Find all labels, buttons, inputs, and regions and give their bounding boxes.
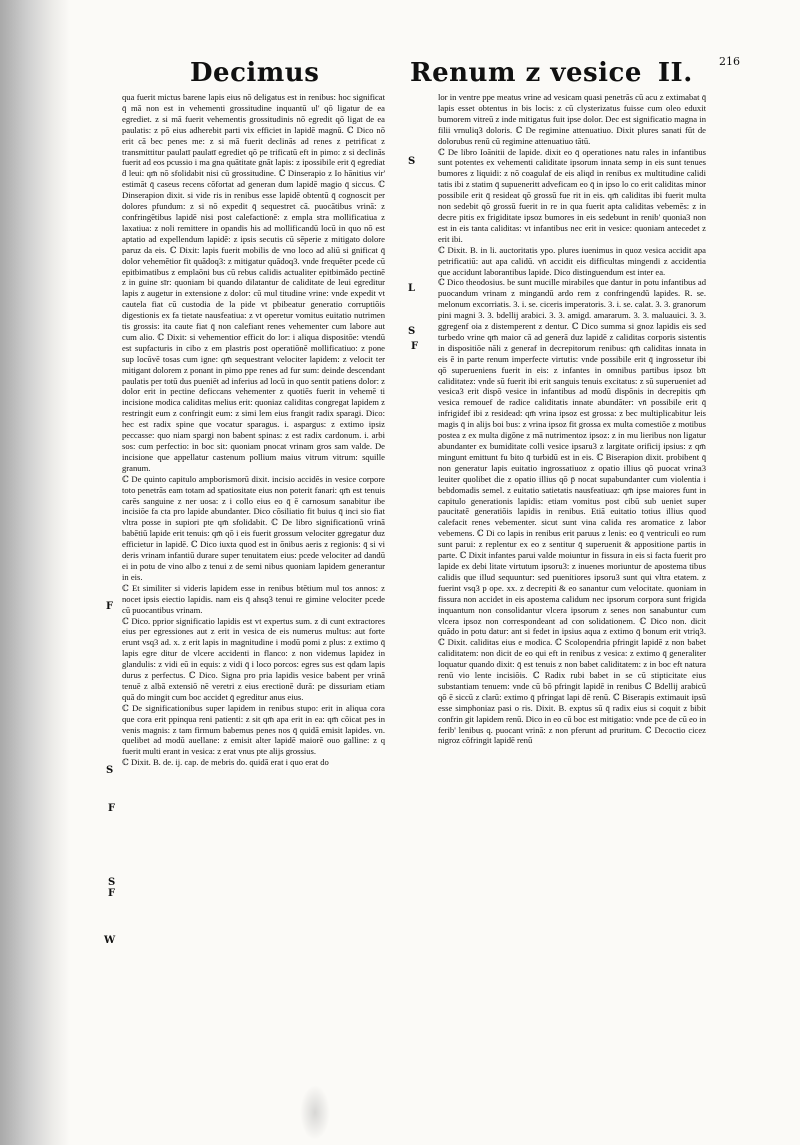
running-head-right-title: Renum z vesice [410, 58, 642, 88]
right-paragraph: ℂ Dixit. B. in li. auctoritatis ypo. plures iuenimus in quoz vesica accidit apa petrificatiū: aut apa calidū. vn̄ accidit eis difficultas mingendi z accidentia que accidunt laborantibus lapide. Dico distinguendum est inter ea. [438, 244, 706, 277]
left-paragraph: qua fuerit mictus barene lapis eius nō deligatus est in renibus: hoc significat q̄ mā non est in vehementi grossitudine inquantū ul' qō ligatur de ea egrediet. z si mā fuerit vehementis grossitudinis nō egredit qō ligat de ea paulatis: z pō eius adherebit parti vix efficiet in lapidē magnū. ℂ Dico nō erit cā bec penes me: z si mā fuerit declinās ad renes z petrificat z transmittitur paulatī paulatī egrediet qō pe trificatū eft in pimo: z si declinās fuerit ad eos pcussio i ma gna quātitate gnāt lapis: z ipossibile erit q̄ egrediat ḋ leui: qm̄ nō sfolidabit nisi cū grossitudine. ℂ Dinserapio z Io hānitius vir' estimāt q̄ caseus recens cōfortat ad generan dum lapidē magio q̄ siccus. ℂ Dinserapion dixit. si vide ris in renibus esse lapidē obtentū q̄ cognoscit per dolores pfundum: z si nō expedit q̄ sequestret cā. puocātibus vrinā: z confringētibus lapidē nisi post calefactionē: z empla stra mollificatiua z laxatiua: z noli remittere in opandis his ad mollificandū locū in quo nō est aptatio ad expellendum lapidē: z ipsis secutis cū sēperie z mitigato dolore paruz da eis. ℂ Dixit: lapis fuerit mobilis de vno loco ad aliū si gnificat q̄ dolor vehemētior fit quādoq3: z mitigatur quādoq3. vnde frequēter pcede cū epitbimatibus z emplaōni bus cū rebus calidis actualiter epitbimādo pectinē z in guine sīr: quoniam bi quando dilatantur de caliditate de leui egreditur lapis z augetur in extensione z dolor: cū mul titudine vrine: vnde expedit vt cautela fiat cū custodia de la pide vt pbibeatur generatio corruptiōis digestionis ex fa tietate nausfeatiua: z vt operetur vomitus euitatio nutrimen tis grossis: ita caute fiat q̄ non calefiant renes vehementer cum labore aut cum alio. ℂ Dixit: si vehementior efficit do lor: i aliqua dispositōe: vtendū est supfacturis in cibo z em plastris post operatiōnē mollificatiuo: z pone sup locūvē tosas cum igne: qm̄ sequestrant velociter lapidem: z velocit ter mitigant dolorem z ponant in pimo ppe renes ad fur sum: deinde descendant paulatis per totū dus pueniēt ad inferius ad locū in quo sentit patiens dolor: z dolor erit in pectine deficcans vehementer z quotiēs fuerit in vehemē ti incisione modica caliditas melius erit: quoniaz caliditas congregat lapidem z restringit eum z confringit eum: z simi lem eius frangit radix sparagi. Dico: hec est radix spine que vocatur sparagus. i. aspargus: z extimo ipsiz peccasse: quo niam spargi non babent spinas: z est radix cardonum. i. arbi sos: cum perfectio: in boc sit: quoniam pnocat vrinam gros sam valde. De incisione que appellatur castenum pollium maius vitrum vitrum: squille granum. [122, 92, 385, 473]
right-paragraph: ℂ Dico theodosius. be sunt mucille mirabiles que dantur in potu infantibus ad puocandum vrinam z mingandū ardo rem z confringendū lapides. R. se. melonum excorriatis. 3. i. se. ciceris imperatoris. 3. i. se. calat. 3. 3. granorum pini magni 3. 3. bdellij arabici. 3. 3. amigd. amararum. 3. 3. maluauici. 3. 3. ggregenf oia z distemperent z dentur. ℂ Dico summa si gnoz lapidis eis sed turbedo vrine qm̄ maior cā ad generā duz lapidē z caliditas corporis sistentis in dispositiōe nāli z generaf in decrepitorum renibus: qm̄ caliditas innata in eis ē in parte renum imperfecte virtutis: vnde possibile erit q̄ ingrossetur ibi qō superueniens fuerit in eis: z infantes in omnibus partibus ipsoz bīt caliditatez: vnde sū fuerit ibi erit sanguis tenuis excitatus: z sū superueniet ad vesica3 erit dispō vesice in infantibus ad modū dispōnis in decrepitis qm̄ vesica remouef de radice caliditatis innate abundāter: vn̄ possibile erit q̄ infrigidef ibi z residead: qm̄ vrina ipsoz est grossa: z bec multiplicabitur leis magis q̄ in alijs boi bus: z vrina ipsoz fit grossa ex multa comestiōe z motibus postea z ex multa digōne z mā nutrimentoz ipsoz: z in mu lieribus non ligatur abundanter ex bumiditate colli vesice ipsaru3 z largitate orificij ipsius: z qm̄ mingunt emittunt fu bito q̄ turbidū est in eis. ℂ Biserapion dixit. probibent q̄ non generatur lapis euitatio ingrossatiuoz z opatio illius qō puocat vrina3 leuiter quolibet die z opatio illius qō p̄ nocat supabundanter cum violentia i bebdomadis semel. z euitatio satietatis nausfeatiuaz: qm̄ ipse maiores funt in capitulo generationis lapidis: etiam vomitus post cibū sub ueniet super paucitatē generatiōis lapidis in renibus. Etiā euitatio totius illius quod calefacit renes vebementer. sicut sunt vina calida res aromatice z labor vebemens. ℂ Di co lapis in renibus erit paruus z lenis: eo q̄ ventriculi eo rum sunt parui: z replentur ex eo z sentitur q̄ superuenit & appositione partis in parte. ℂ Dixit infantes parui valde moiuntur in fissura in eis si facta fuerit pro lapide ex debi litate virtutum ipsoru3: z inuenes moriuntur de apostema tibus calidis que illud sequuntur: sed puenitiores ipsoru3 sunt qui vltra etatem. z fuerint vsq3 p ope. xx. z decrepiti & eo sanantur cum velocitate. quoniam in fissura non accidet in eis apostema calidum nec ipsorum corpora sunt frigida inquantum non consolidantur vlcera ipsorum z senes non sanabuntur cum vlcera ipsoz non correspondeant ad con solidationem. ℂ Dico non. dicit quādo in potu datur: ant si fedet in ipsius aqua z extimo q̄ bonum erit vtriq3. ℂ Dixit. caliditas eius e modica. ℂ Scolopendria pfringit lapidē z non babet caliditatem: non dicit de eo qui eft in renibus z vesica: z extimo q̄ generaliter loquatur quando dixit: q̄ est tenuis z non babet caliditatem: z in boc eft natura renū vio lente incisiōis. ℂ Radix rubi babet in se cū stipticitate eius substantiam tenuem: vnde cū bō pfringit lapidē in renibus ℂ Bdellij arabicū qō ē siccū z clarū: extimo q̄ pfringat lapi dē renū. ℂ Biserapis extimauit ipsū esse simphoniaz pasi o ris. Dixit. B. exptus sū q̄ radix eius si coquit z bibit confrin git lapidem renū. Dico in eo cū boc est mitigatio: vnde pce de cū eo in ferib' lenibus q. puocant vrinā: z non pferunt ad pruritum. ℂ Decoctio cicez nigroz cōfringit lapidē renū [438, 277, 706, 746]
left-paragraph: ℂ Dixit. B. de. ij. cap. de mebris do. quidā erat i quo erat do [122, 757, 329, 768]
running-head-right [410, 58, 693, 88]
right-column [438, 92, 706, 746]
left-paragraph: ℂ Et similiter si videris lapidem esse in renibus btētium mul tos annos: z nocet ipsis eiectio lapidis. nam eis q̄ ahsq3 tenui re gimine velociter pcede cū puocantibus vrinam. [122, 582, 385, 615]
margin-letter: F [108, 888, 116, 899]
margin-letter: S [408, 326, 416, 337]
left-paragraph: ℂ Dico. pprior significatio lapidis est vt expertus sum. z di cunt extractores eius per egressiones aut z erit in vesica de eis numerus multus: aut forte erunt vsq3 ad. x. z erit lapis in magnitudine i modū pomi z plus: z extimo q̄ lapis egre ditur de vlcere accidenti in flanco: z non videmus lapidez in glandulis: z vidi eū in equis: z vidi q̄ i loco porcos: egres sus est qdam lapis durus z perfectus. ℂ Dico. Signa pro pria lapidis vesice babent per vrinā tenuē z albā extensiō nē veretri z eius erectionē durā: pe dissuriam etiam quā do mingit cum boc accidet q̄ egreditur anus eius. [122, 615, 385, 702]
margin-letter: S [106, 765, 114, 776]
margin-letter: S [108, 877, 116, 888]
margin-letter: F [108, 803, 116, 814]
folio-number: 216 [719, 55, 740, 68]
running-head-left: Decimus [190, 58, 320, 88]
book-spine-shadow [0, 0, 70, 1145]
right-paragraph: ℂ De libro Ioānitii de lapide. dixit eo q̄ operationes natu rales in infantibus sunt potentes ex vehementi caliditate ipsorum innata semp in eis sunt tenues bumores z liquidi: z nō coagulaf de eis aliqd in renibus ex multitudine calidi tatis ibi z statim q̄ supueneritt adveficam eo q̄ in ipso lo co erit caliditas minor possibile erit q̄ resideat qō grossū fue rit in eis. qm̄ caliditas ibi fuerit multa non sedebit qō grossū fuerit in re in qua fuerit apta caliditas vebemēs: z in decre pitis ex frigiditate ipsoz bumores in eis sedebunt in renib' quonia3 non est in eis tanta caliditas: vt infantibus nec erit in vesice: quoniam antecedet z erit ibi. [438, 146, 706, 244]
margin-letter: L [408, 283, 416, 294]
chapter-number: II. [657, 58, 693, 88]
margin-letter: F [106, 601, 114, 612]
margin-letter: F [411, 341, 419, 352]
right-paragraph: lor in ventre ppe meatus vrine ad vesicam quasi penetrās cū acu z extimabat q̄ lapis esset obtentus in bis locis: z cū clysterizatus fuisse cum oleo eduxit bumorem vitreū z inde mitigatus fuit ipse dolor. Dec est significatio magna in filii vrnuliq3 doloris. ℂ De regimine attenuatiuo. Dixit plures sanati fūt de dolorubus renū cū regimine attenuatiuo tātū. [438, 92, 706, 146]
page-stain [300, 1085, 330, 1140]
left-paragraph: ℂ De significationibus super lapidem in renibus stupo: erit in aliqua cora que cora erit ppinqua reni patienti: z sit qm̄ apa erit in ea: qm̄ cōicat pes in venis magnis: z tam firmum babemus penes nos q̄ quidā emisit lapides. vn. quelibet ad modū auellane: z emisit alter lapidē maiorē ouo galline: z q fuerit multi erant in vesica: z erat vnus pte alijs grossius. [122, 702, 385, 757]
margin-letter: S [408, 156, 416, 167]
margin-letter: W [104, 935, 116, 946]
left-column [122, 92, 385, 772]
left-paragraph: ℂ De quinto capitulo ampborismorū dixit. incisio accidēs in vesice corpore toto penetrās eam totam ad spatiositate eius non poterit fanari: qm̄ est tenuis carēs sanguine z ner uosa: z i collo eius eo q̄ ē carnosum sanabitur ibe incisiōe fa cta pro lapide abundanter. Dico cōsiliatio fit buius q̄ inci sio fiat vltra posse in supiori pte qm̄ sfolidabit. ℂ De libro significationū vrinā babētiū lapide erit tenuis: qm̄ qō i eis fuerit grossum velociter ggregatur duz efficietur in lapidē. ℂ Dico iuxta quod est in ōnibus aeris z regionis: q̄ si vi deris vrinam infantiū durare super tenuitatem eius: pcede velociter ad dandū ei in potu de vino albo z tenui z de semi nibus quoniam lapidem generantur in eis. [122, 473, 385, 582]
